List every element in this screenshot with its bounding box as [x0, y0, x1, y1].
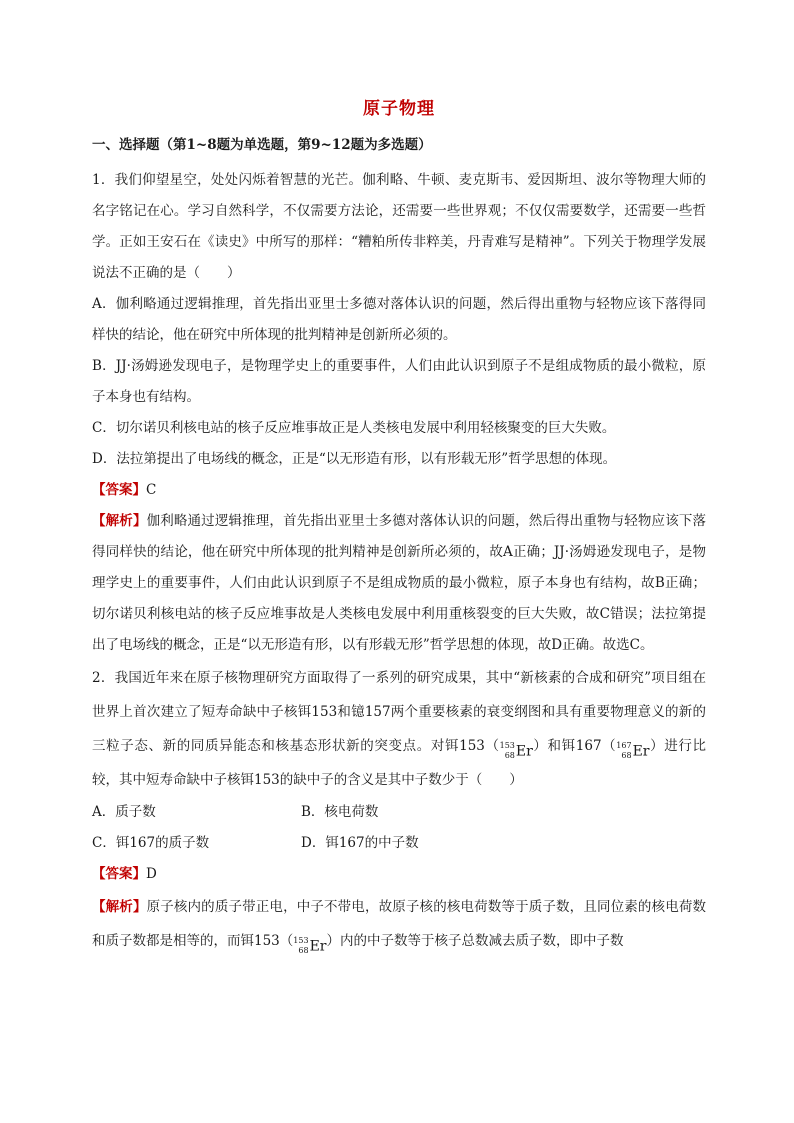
q1-answer	[92, 475, 706, 506]
question-1	[92, 165, 706, 661]
analysis-tag: 【解析】	[92, 899, 147, 915]
q2-answer	[92, 859, 706, 890]
answer-value: D	[146, 866, 157, 882]
q2-stem-part-a: 2．我国近年来在原子核物理研究方面取得了一系列的研究成果，其中“新核素的合成和研究”项目组在世界上首次建立了短寿命缺中子核铒153和镱157两个重要核素的衰变纲图和具有重要物理意义的新的三粒子态、新的同质异能态和核基态形状新的突变点。对铒153（	[92, 670, 706, 754]
q2-stem-part-c: ）进行比较，其中短寿命缺中子核铒153的缺中子的含义是其中子数少于（ ）	[92, 738, 706, 788]
q1-option-a: A．伽利略通过逻辑推理，首先指出亚里士多德对落体认识的问题，然后得出重物与轻物应该下落得同样快的结论，他在研究中所体现的批判精神是创新所必须的。	[92, 296, 706, 343]
nuclide-z: 68	[621, 751, 632, 760]
q1-option-c: C．切尔诺贝利核电站的核子反应堆事故正是人类核电发展中利用轻核聚变的巨大失败。	[92, 420, 616, 436]
nuclide-z: 68	[504, 751, 515, 760]
q2-stem-part-b: ）和铒167（	[532, 738, 617, 754]
nuclide-symbol: Er	[632, 743, 650, 759]
answer-tag: 【答案】	[92, 482, 146, 498]
section-heading: 一、选择题（第1~8题为单选题，第9~12题为多选题）	[92, 137, 432, 153]
nuclide-mass: 167	[616, 741, 632, 750]
q1-analysis	[92, 506, 706, 661]
answer-tag: 【答案】	[92, 866, 146, 882]
q2-stem	[92, 661, 706, 797]
nuclide-mass: 153	[293, 936, 309, 945]
q2-options-row-1	[92, 797, 706, 828]
nuclide-symbol: Er	[309, 938, 327, 954]
q2-options-row-2	[92, 828, 706, 859]
q2-option-d: D．铒167的中子数	[301, 835, 419, 851]
answer-value: C	[146, 482, 157, 498]
q2-analysis	[92, 890, 706, 958]
q1-option-b: B．JJ·汤姆逊发现电子，是物理学史上的重要事件，人们由此认识到原子不是组成物质的最小微粒，原子本身也有结构。	[92, 358, 706, 405]
nuclide-symbol: Er	[515, 743, 533, 759]
q1-option-d: D．法拉第提出了电场线的概念，正是“以无形造有形，以有形载无形”哲学思想的体现。	[92, 451, 617, 467]
analysis-tag: 【解析】	[92, 513, 147, 529]
analysis-text-part-b: ）内的中子数等于核子总数减去质子数，即中子数	[326, 933, 624, 949]
nuclide-er153	[293, 929, 326, 955]
q2-option-a: A．质子数	[92, 804, 156, 820]
nuclide-er153	[500, 734, 533, 760]
document-page	[92, 94, 706, 958]
analysis-text: 伽利略通过逻辑推理，首先指出亚里士多德对落体认识的问题，然后得出重物与轻物应该下落得同样快的结论，他在研究中所体现的批判精神是创新所必须的，故A正确；JJ·汤姆逊发现电子，是物理学史上的重要事件，人们由此认识到原子不是组成物质的最小微粒，原子本身也有结构，故B正确；切尔诺贝利核电站的核子反应堆事故是人类核电发展中利用重核裂变的巨大失败，故C错误；法拉第提出了电场线的概念，正是“以无形造有形，以有形载无形”哲学思想的体现，故D正确。故选C。	[92, 513, 707, 653]
nuclide-er167	[616, 734, 649, 760]
q2-option-c: C．铒167的质子数	[92, 835, 210, 851]
q2-option-b: B．核电荷数	[301, 804, 379, 820]
nuclide-z: 68	[298, 946, 309, 955]
page-title: 原子物理	[363, 99, 435, 119]
nuclide-mass: 153	[499, 741, 515, 750]
analysis-text-part-a: 原子核内的质子带正电，中子不带电，故原子核的核电荷数等于质子数，且同位素的核电荷数和质子数都是相等的，而铒153（	[92, 899, 707, 949]
question-2	[92, 661, 706, 958]
q1-stem: 1．我们仰望星空，处处闪烁着智慧的光芒。伽利略、牛顿、麦克斯韦、爱因斯坦、波尔等物理大师的名字铭记在心。学习自然科学，不仅需要方法论，还需要一些世界观；不仅仅需要数学，还需要一些哲学。正如王安石在《读史》中所写的那样：“糟粕所传非粹美，丹青难写是精神”。下列关于物理学发展说法不正确的是（ ）	[92, 172, 706, 281]
